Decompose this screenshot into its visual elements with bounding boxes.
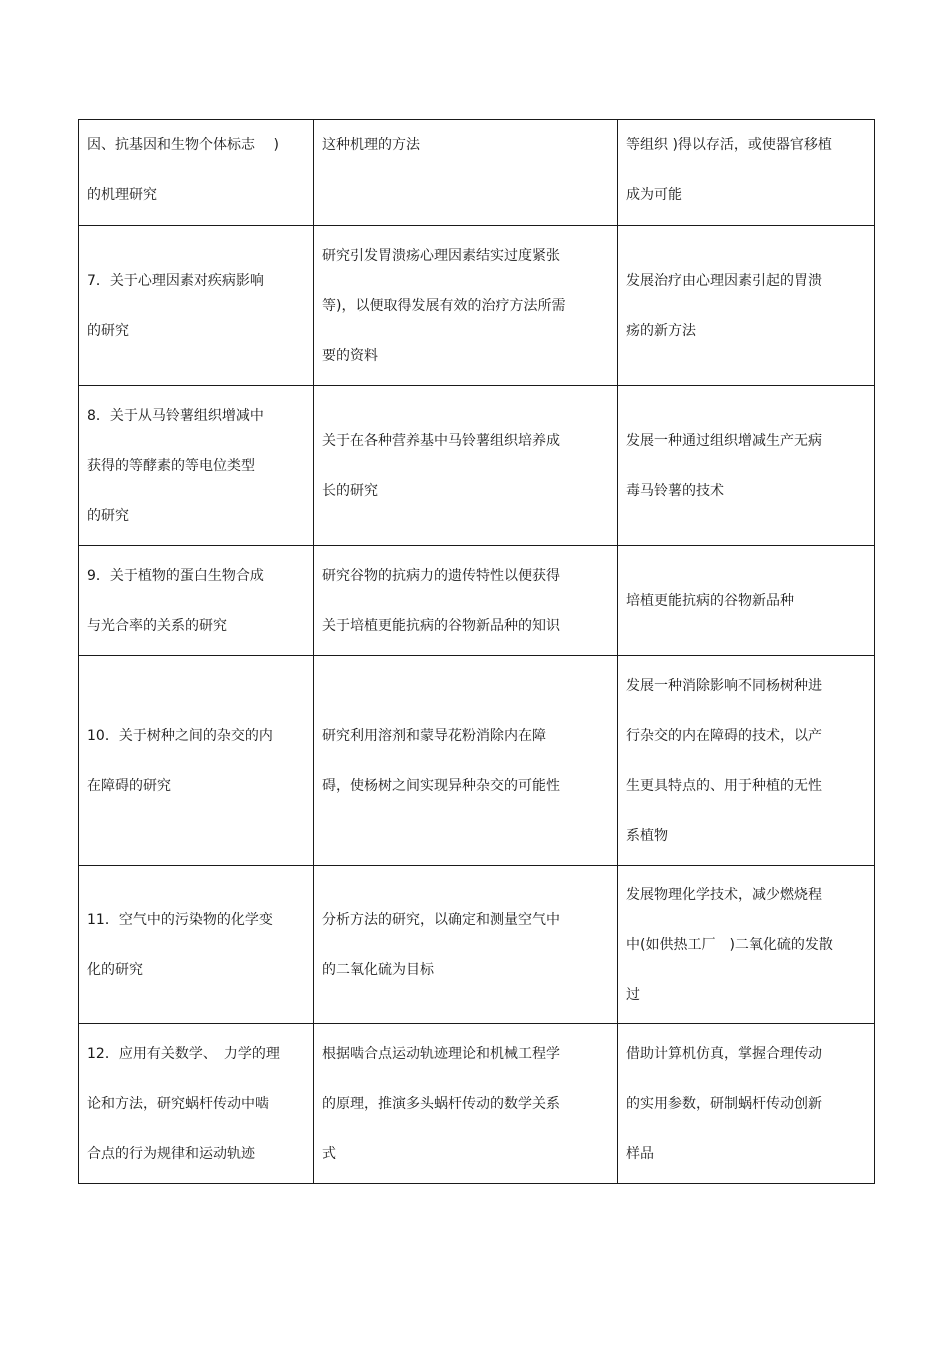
cell-text-line: 生更具特点的、用于种植的无性 [626,777,822,794]
goal-cell [618,120,875,226]
cell-text-line: 8．关于从马铃薯组织增减中 [87,407,264,424]
cell-text-line: 的实用参数，研制蜗杆传动创新 [626,1095,822,1112]
cell-text-line: 发展治疗由心理因素引起的胃溃 [626,272,822,289]
cell-text-line: 10．关于树种之间的杂交的内 [87,727,273,744]
cell-text-line: 12．应用有关数学、 力学的理 [87,1045,280,1062]
cell-text-line: 样品 [626,1145,654,1162]
project-cell [79,120,314,226]
project-cell [79,226,314,386]
method-cell [314,546,618,656]
cell-text-line: 过 [626,986,640,1003]
cell-text-line: 与光合率的关系的研究 [87,617,227,634]
cell-text-line: 这种机理的方法 [322,137,420,153]
cell-text-line: 根据啮合点运动轨迹理论和机械工程学 [322,1045,560,1062]
cell-text-line: 借助计算机仿真，掌握合理传动 [626,1045,822,1062]
cell-text-line: 成为可能 [626,187,682,203]
goal-cell [618,656,875,866]
cell-text-line: 分析方法的研究，以确定和测量空气中 [322,911,560,928]
method-cell [314,1024,618,1184]
method-cell [314,866,618,1024]
cell-text-line: 式 [322,1145,336,1162]
project-cell [79,866,314,1024]
cell-text-line: 化的研究 [87,961,143,978]
cell-text-line: 发展一种消除影响不同杨树种进 [626,677,822,694]
goal-cell [618,1024,875,1184]
cell-text-line: 要的资料 [322,347,378,364]
cell-text-line: 培植更能抗病的谷物新品种 [626,592,794,609]
goal-cell [618,226,875,386]
cell-text-line: 论和方法，研究蜗杆传动中啮 [87,1095,269,1112]
cell-text-line: 发展物理化学技术，减少燃烧程 [626,886,822,903]
cell-text-line: 的二氧化硫为目标 [322,961,434,978]
project-cell [79,1024,314,1184]
cell-text-line: 的机理研究 [87,187,157,203]
cell-text-line: 等组织 )得以存活，或使器官移植 [626,137,832,153]
table-row [79,120,875,226]
cell-text-line: 7．关于心理因素对疾病影响 [87,272,264,289]
cell-text-line: 在障碍的研究 [87,777,171,794]
cell-text-line: 9．关于植物的蛋白生物合成 [87,567,264,584]
table-row [79,546,875,656]
cell-text-line: 碍，使杨树之间实现异种杂交的可能性 [322,777,560,794]
method-cell [314,120,618,226]
cell-text-line: 关于培植更能抗病的谷物新品种的知识 [322,617,560,634]
cell-text-line: 因、抗基因和生物个体标志 ) [87,137,279,153]
project-cell [79,386,314,546]
project-cell [79,546,314,656]
cell-text-line: 发展一种通过组织增减生产无病 [626,432,822,449]
cell-text-line: 研究引发胃溃疡心理因素结实过度紧张 [322,247,560,264]
method-cell [314,656,618,866]
table-row [79,386,875,546]
cell-text-line: 研究谷物的抗病力的遗传特性以便获得 [322,567,560,584]
method-cell [314,386,618,546]
cell-text-line: 中(如供热工厂 )二氧化硫的发散 [626,936,833,953]
cell-text-line: 研究利用溶剂和蒙导花粉消除内在障 [322,727,546,744]
cell-text-line: 的研究 [87,507,129,524]
table-body [79,120,875,1184]
cell-text-line: 的研究 [87,322,129,339]
cell-text-line: 合点的行为规律和运动轨迹 [87,1145,255,1162]
table-row [79,866,875,1024]
method-cell [314,226,618,386]
project-cell [79,656,314,866]
goal-cell [618,546,875,656]
goal-cell [618,386,875,546]
cell-text-line: 获得的等酵素的等电位类型 [87,457,255,474]
cell-text-line: 11．空气中的污染物的化学变 [87,911,273,928]
cell-text-line: 毒马铃薯的技术 [626,482,724,499]
table-row [79,656,875,866]
cell-text-line: 的原理，推演多头蜗杆传动的数学关系 [322,1095,560,1112]
cell-text-line: 疡的新方法 [626,322,696,339]
cell-text-line: 关于在各种营养基中马铃薯组织培养成 [322,432,560,449]
table-row [79,1024,875,1184]
goal-cell [618,866,875,1024]
research-projects-table [78,119,875,1184]
cell-text-line: 行杂交的内在障碍的技术，以产 [626,727,822,744]
cell-text-line: 系植物 [626,827,668,844]
table-row [79,226,875,386]
cell-text-line: 长的研究 [322,482,378,499]
cell-text-line: 等)，以便取得发展有效的治疗方法所需 [322,297,566,314]
